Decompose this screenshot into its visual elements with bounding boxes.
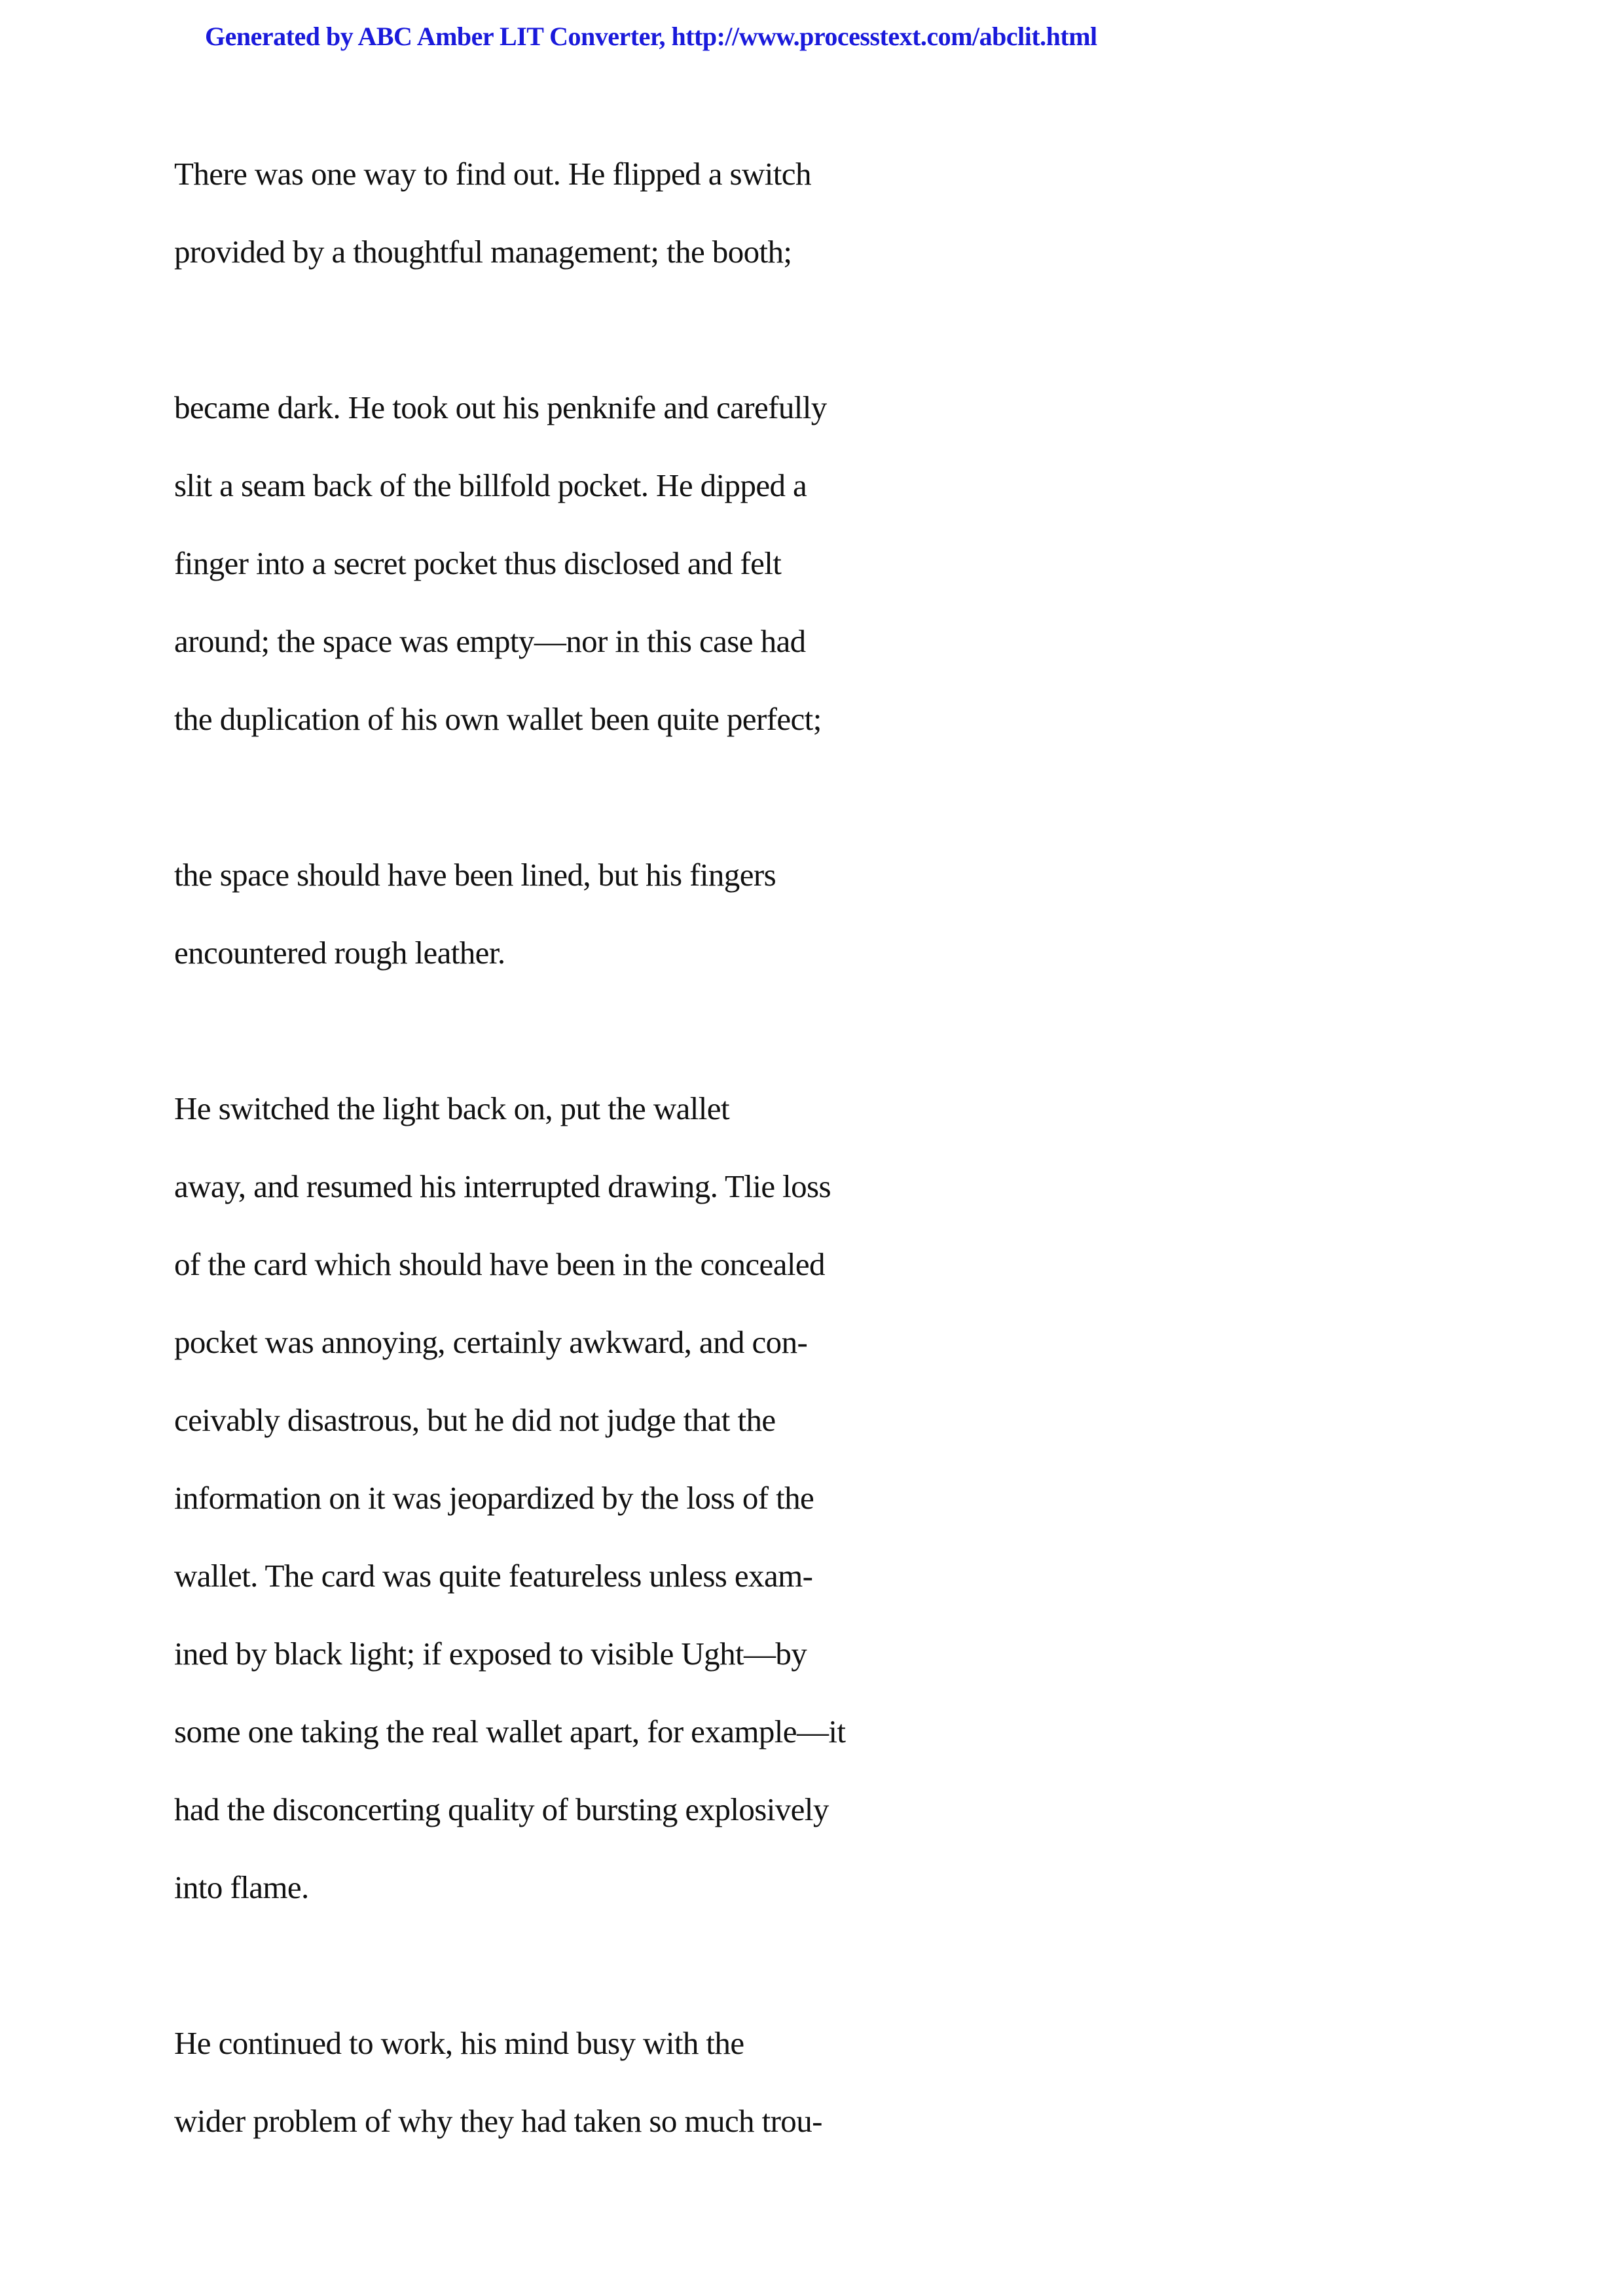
text-line: encountered rough leather. xyxy=(174,935,505,971)
text-line: some one taking the real wallet apart, for example—it xyxy=(174,1713,846,1749)
text-line: There was one way to find out. He flipped a switch xyxy=(174,156,811,192)
text-line: away, and resumed his interrupted drawing. Tlie loss xyxy=(174,1168,831,1204)
text-line: the space should have been lined, but his fingers xyxy=(174,857,776,893)
text-line: the duplication of his own wallet been quite perfect; xyxy=(174,701,822,737)
text-line: He switched the light back on, put the wallet xyxy=(174,1090,729,1126)
text-line: into flame. xyxy=(174,1869,309,1905)
text-line: wallet. The card was quite featureless unless exam- xyxy=(174,1558,813,1594)
text-line: wider problem of why they had taken so much trou- xyxy=(174,2103,822,2139)
text-line: pocket was annoying, certainly awkward, and con- xyxy=(174,1324,808,1360)
text-line: information on it was jeopardized by the loss of the xyxy=(174,1480,814,1516)
text-line: ceivably disastrous, but he did not judge that the xyxy=(174,1402,776,1438)
text-line: had the disconcerting quality of bursting explosively xyxy=(174,1791,829,1827)
text-line: provided by a thoughtful management; the booth; xyxy=(174,234,792,270)
text-line: slit a seam back of the billfold pocket. He dipped a xyxy=(174,467,807,503)
converter-header: Generated by ABC Amber LIT Converter, http://www.processtext.com/abclit.html xyxy=(205,22,1097,51)
text-line: finger into a secret pocket thus disclosed and felt xyxy=(174,545,782,581)
text-line: of the card which should have been in the concealed xyxy=(174,1246,825,1282)
text-line: He continued to work, his mind busy with the xyxy=(174,2025,744,2061)
text-line: became dark. He took out his penknife and carefully xyxy=(174,389,827,425)
text-line: ined by black light; if exposed to visible Ught—by xyxy=(174,1636,807,1672)
text-line: around; the space was empty—nor in this case had xyxy=(174,623,806,659)
